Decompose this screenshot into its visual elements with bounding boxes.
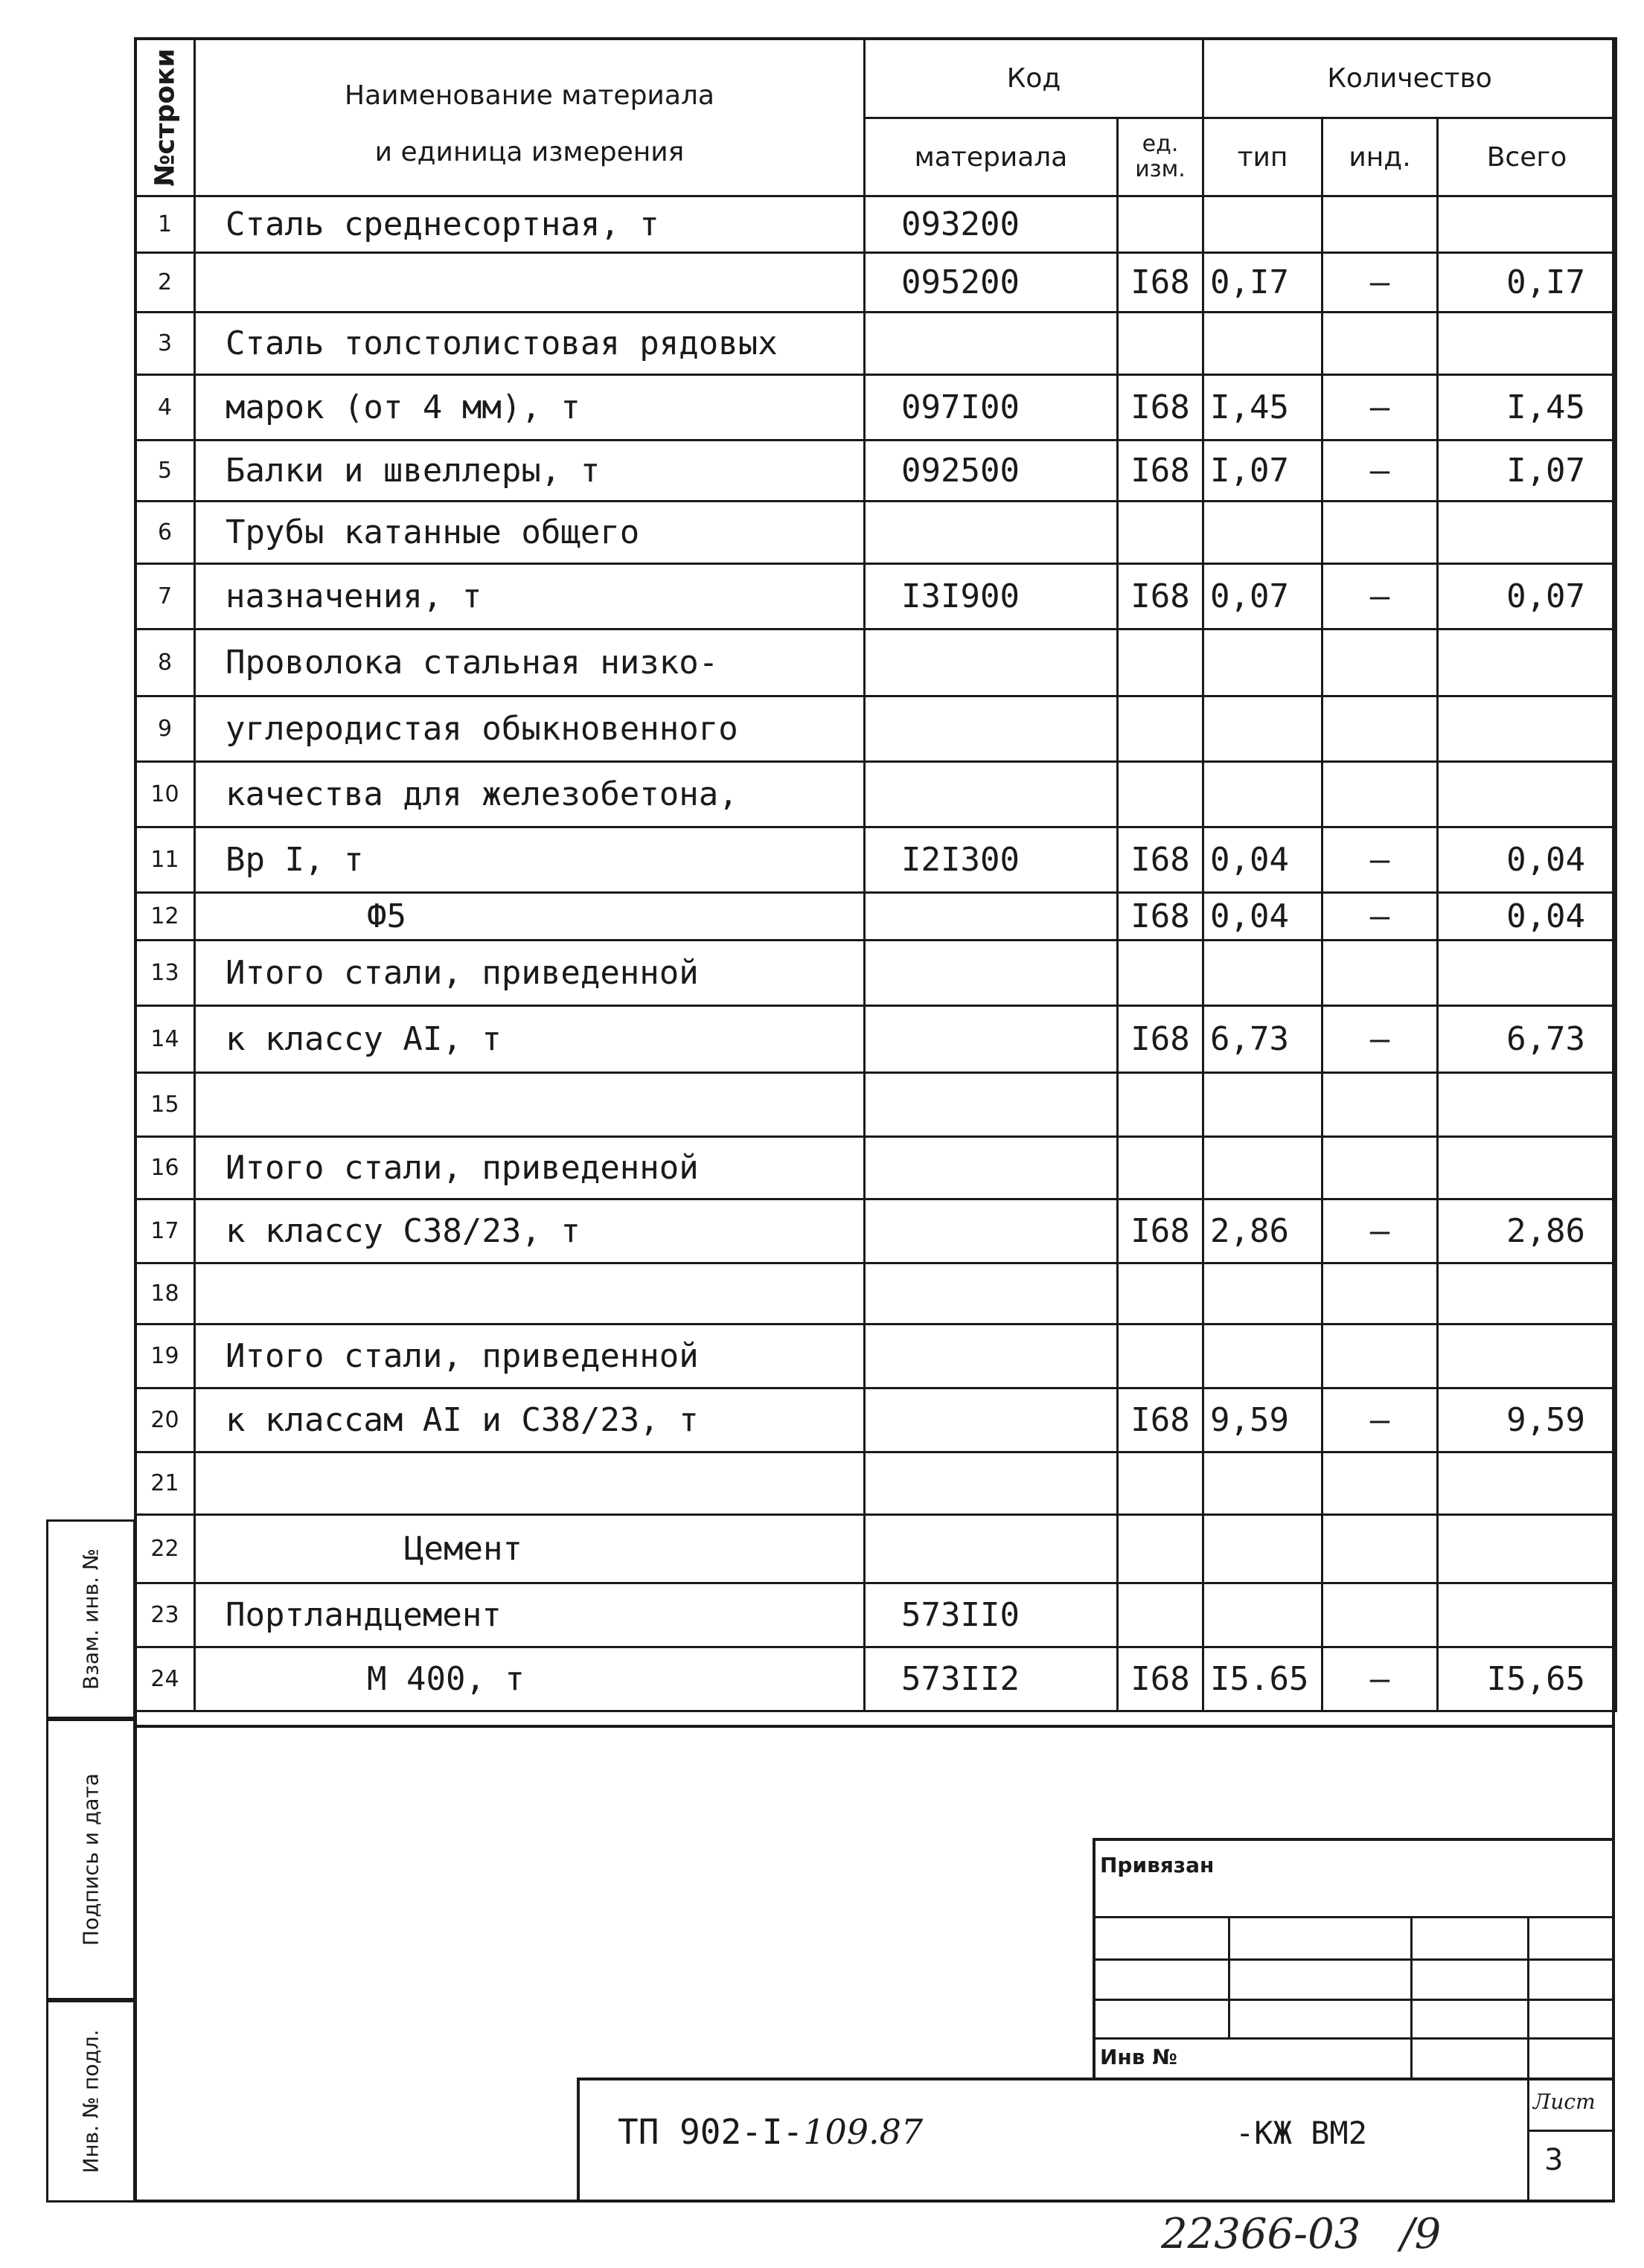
qty-total-value — [1438, 762, 1616, 827]
qty-total-value — [1438, 1073, 1616, 1137]
unit-code — [1118, 1137, 1203, 1199]
unit-code: I68 — [1118, 1647, 1203, 1711]
qty-total-value: 2,86 — [1438, 1199, 1616, 1263]
material-name: марок (от 4 мм), т — [195, 375, 865, 441]
material-code: 095200 — [865, 253, 1118, 313]
header-name-line2: и единица измерения — [374, 136, 685, 167]
side-vzam-inv-label: Взам. инв. № — [78, 1548, 103, 1691]
table-row — [135, 1263, 1616, 1324]
qty-total-value — [1438, 196, 1616, 253]
qty-type-value — [1203, 696, 1322, 762]
qty-ind-value — [1322, 502, 1438, 564]
qty-ind-value — [1322, 313, 1438, 375]
qty-type-value — [1203, 1515, 1322, 1583]
side-inv-podl-label: Инв. № подл. — [78, 2029, 103, 2174]
unit-code — [1118, 1452, 1203, 1515]
header-qty-type: тип — [1203, 118, 1322, 196]
qty-ind-value: – — [1322, 1388, 1438, 1452]
row-number: 16 — [135, 1137, 195, 1199]
unit-code: I68 — [1118, 253, 1203, 313]
qty-ind-value: – — [1322, 827, 1438, 893]
material-name: Ф5 — [195, 893, 865, 941]
row-number: 21 — [135, 1452, 195, 1515]
material-name — [195, 253, 865, 313]
material-code: I2I300 — [865, 827, 1118, 893]
unit-code — [1118, 502, 1203, 564]
qty-type-value: I5.65 — [1203, 1647, 1322, 1711]
material-name — [195, 1073, 865, 1137]
qty-ind-value — [1322, 696, 1438, 762]
material-code — [865, 1073, 1118, 1137]
footer-archive-number: 22366-03 /9 — [1161, 2210, 1442, 2258]
material-name: Итого стали, приведенной — [195, 1324, 865, 1388]
unit-code — [1118, 313, 1203, 375]
material-name: Цемент — [195, 1515, 865, 1583]
material-code — [865, 1006, 1118, 1073]
qty-total-value — [1438, 941, 1616, 1006]
table-row — [135, 1388, 1616, 1452]
table-row — [135, 564, 1616, 630]
unit-code — [1118, 630, 1203, 696]
material-code: 573II0 — [865, 1583, 1118, 1647]
row-number: 4 — [135, 375, 195, 441]
qty-total-value: 0,04 — [1438, 827, 1616, 893]
qty-ind-value: – — [1322, 1006, 1438, 1073]
qty-total-value: 6,73 — [1438, 1006, 1616, 1073]
qty-type-value — [1203, 762, 1322, 827]
table-row — [135, 375, 1616, 441]
table-row — [135, 941, 1616, 1006]
qty-total-value — [1438, 1583, 1616, 1647]
qty-ind-value — [1322, 941, 1438, 1006]
qty-ind-value — [1322, 630, 1438, 696]
material-name: Вр I, т — [195, 827, 865, 893]
qty-total-value — [1438, 696, 1616, 762]
header-code-material: материала — [865, 118, 1118, 196]
stamp-inv-no: Инв № — [1100, 2045, 1177, 2069]
row-number: 9 — [135, 696, 195, 762]
qty-ind-value: – — [1322, 441, 1438, 502]
qty-total-value — [1438, 1324, 1616, 1388]
qty-total-value — [1438, 630, 1616, 696]
stamp-sheet-number: 3 — [1544, 2143, 1564, 2177]
qty-total-value — [1438, 1515, 1616, 1583]
row-number: 5 — [135, 441, 195, 502]
row-number: 18 — [135, 1263, 195, 1324]
row-number: 19 — [135, 1324, 195, 1388]
qty-total-value — [1438, 1263, 1616, 1324]
qty-type-value — [1203, 1073, 1322, 1137]
unit-code: I68 — [1118, 893, 1203, 941]
qty-total-value — [1438, 313, 1616, 375]
material-code — [865, 1324, 1118, 1388]
material-name: качества для железобетона, — [195, 762, 865, 827]
row-number: 7 — [135, 564, 195, 630]
table-row — [135, 1452, 1616, 1515]
table-row — [135, 253, 1616, 313]
unit-code — [1118, 1515, 1203, 1583]
material-name: Балки и швеллеры, т — [195, 441, 865, 502]
qty-ind-value — [1322, 1452, 1438, 1515]
qty-ind-value — [1322, 1137, 1438, 1199]
header-qty-ind: инд. — [1322, 118, 1438, 196]
qty-total-value — [1438, 1137, 1616, 1199]
unit-code — [1118, 696, 1203, 762]
material-name: Проволока стальная низко- — [195, 630, 865, 696]
row-number: 11 — [135, 827, 195, 893]
material-code — [865, 1515, 1118, 1583]
qty-ind-value: – — [1322, 1199, 1438, 1263]
table-row — [135, 1073, 1616, 1137]
material-code — [865, 893, 1118, 941]
material-name: углеродистая обыкновенного — [195, 696, 865, 762]
row-number: 23 — [135, 1583, 195, 1647]
row-number: 2 — [135, 253, 195, 313]
table-row — [135, 1324, 1616, 1388]
qty-type-value — [1203, 502, 1322, 564]
qty-type-value: I,45 — [1203, 375, 1322, 441]
row-number: 8 — [135, 630, 195, 696]
side-vzam-inv — [46, 1519, 135, 1719]
stamp-sheet-label: Лист — [1533, 2089, 1596, 2114]
qty-total-value: 9,59 — [1438, 1388, 1616, 1452]
header-qty-total: Всего — [1438, 118, 1616, 196]
materials-table — [134, 37, 1617, 1712]
material-code — [865, 1388, 1118, 1452]
qty-ind-value — [1322, 1263, 1438, 1324]
row-number: 20 — [135, 1388, 195, 1452]
qty-ind-value — [1322, 762, 1438, 827]
unit-code — [1118, 1073, 1203, 1137]
header-code-group: Код — [865, 39, 1203, 118]
material-name: Портландцемент — [195, 1583, 865, 1647]
material-name: Сталь толстолистовая рядовых — [195, 313, 865, 375]
qty-ind-value: – — [1322, 564, 1438, 630]
qty-type-value — [1203, 630, 1322, 696]
material-code: 097I00 — [865, 375, 1118, 441]
unit-code — [1118, 1583, 1203, 1647]
qty-type-value — [1203, 1263, 1322, 1324]
unit-code — [1118, 941, 1203, 1006]
qty-type-value: 6,73 — [1203, 1006, 1322, 1073]
stamp-doc-code: ТП 902-I- — [618, 2112, 804, 2152]
row-number: 14 — [135, 1006, 195, 1073]
qty-ind-value: – — [1322, 253, 1438, 313]
table-row — [135, 827, 1616, 893]
qty-total-value: 0,04 — [1438, 893, 1616, 941]
stamp-doc-designation — [618, 2112, 923, 2152]
table-row — [135, 441, 1616, 502]
header-material-name — [195, 39, 865, 196]
qty-type-value — [1203, 1452, 1322, 1515]
qty-ind-value — [1322, 196, 1438, 253]
unit-code — [1118, 762, 1203, 827]
qty-ind-value: – — [1322, 375, 1438, 441]
side-podpis-data — [46, 1719, 135, 2000]
material-name: Сталь среднесортная, т — [195, 196, 865, 253]
table-row — [135, 502, 1616, 564]
material-code — [865, 696, 1118, 762]
material-name: назначения, т — [195, 564, 865, 630]
row-number: 10 — [135, 762, 195, 827]
header-quantity-group: Количество — [1203, 39, 1616, 118]
qty-ind-value — [1322, 1073, 1438, 1137]
material-code — [865, 630, 1118, 696]
material-code — [865, 1199, 1118, 1263]
row-number: 24 — [135, 1647, 195, 1711]
table-row — [135, 1583, 1616, 1647]
side-inv-podl — [46, 2000, 135, 2203]
qty-total-value — [1438, 1452, 1616, 1515]
table-row — [135, 762, 1616, 827]
material-code: 092500 — [865, 441, 1118, 502]
qty-type-value: 0,I7 — [1203, 253, 1322, 313]
unit-code: I68 — [1118, 375, 1203, 441]
header-unit-line2: изм. — [1135, 156, 1186, 182]
row-number: 15 — [135, 1073, 195, 1137]
stamp-doc-suffix: -КЖ ВМ2 — [1235, 2115, 1368, 2151]
material-code — [865, 502, 1118, 564]
unit-code — [1118, 196, 1203, 253]
material-name: Итого стали, приведенной — [195, 941, 865, 1006]
qty-type-value — [1203, 313, 1322, 375]
qty-type-value — [1203, 1583, 1322, 1647]
row-number: 3 — [135, 313, 195, 375]
material-code — [865, 762, 1118, 827]
table-row — [135, 696, 1616, 762]
qty-type-value — [1203, 1324, 1322, 1388]
header-unit — [1118, 118, 1203, 196]
unit-code — [1118, 1263, 1203, 1324]
unit-code: I68 — [1118, 564, 1203, 630]
unit-code — [1118, 1324, 1203, 1388]
material-code: 573II2 — [865, 1647, 1118, 1711]
side-podpis-data-label: Подпись и дата — [78, 1773, 103, 1946]
table-row — [135, 893, 1616, 941]
header-row-number: №строки — [135, 39, 195, 196]
material-name — [195, 1263, 865, 1324]
table-row — [135, 1137, 1616, 1199]
qty-type-value: 0,04 — [1203, 893, 1322, 941]
qty-ind-value — [1322, 1324, 1438, 1388]
table-row — [135, 1199, 1616, 1263]
unit-code: I68 — [1118, 441, 1203, 502]
qty-type-value: 2,86 — [1203, 1199, 1322, 1263]
material-name: к классам AI и С38/23, т — [195, 1388, 865, 1452]
qty-total-value: 0,I7 — [1438, 253, 1616, 313]
qty-ind-value: – — [1322, 893, 1438, 941]
qty-type-value: 9,59 — [1203, 1388, 1322, 1452]
qty-ind-value — [1322, 1515, 1438, 1583]
material-name: М 400, т — [195, 1647, 865, 1711]
row-number: 13 — [135, 941, 195, 1006]
qty-ind-value: – — [1322, 1647, 1438, 1711]
unit-code: I68 — [1118, 1199, 1203, 1263]
row-number: 22 — [135, 1515, 195, 1583]
material-code — [865, 313, 1118, 375]
material-name: Трубы катанные общего — [195, 502, 865, 564]
qty-total-value — [1438, 502, 1616, 564]
qty-type-value: 0,04 — [1203, 827, 1322, 893]
qty-type-value — [1203, 941, 1322, 1006]
material-name: к классу AI, т — [195, 1006, 865, 1073]
unit-code: I68 — [1118, 827, 1203, 893]
table-row — [135, 630, 1616, 696]
header-name-line1: Наименование материала — [345, 80, 714, 111]
row-number: 17 — [135, 1199, 195, 1263]
material-code — [865, 1452, 1118, 1515]
table-row — [135, 1006, 1616, 1073]
qty-ind-value — [1322, 1583, 1438, 1647]
qty-type-value: 0,07 — [1203, 564, 1322, 630]
table-row — [135, 1647, 1616, 1711]
unit-code: I68 — [1118, 1388, 1203, 1452]
bottom-section-line — [134, 1725, 1615, 1728]
qty-type-value — [1203, 196, 1322, 253]
material-code — [865, 941, 1118, 1006]
row-number: 1 — [135, 196, 195, 253]
qty-total-value: I5,65 — [1438, 1647, 1616, 1711]
header-unit-line1: ед. — [1142, 131, 1179, 157]
qty-total-value: 0,07 — [1438, 564, 1616, 630]
row-number: 6 — [135, 502, 195, 564]
qty-type-value — [1203, 1137, 1322, 1199]
stamp-doc-code-handwritten: 109.87 — [803, 2112, 924, 2152]
qty-total-value: I,07 — [1438, 441, 1616, 502]
stamp-privyazan: Привязан — [1100, 1853, 1215, 1877]
qty-type-value: I,07 — [1203, 441, 1322, 502]
table-row — [135, 313, 1616, 375]
material-code — [865, 1263, 1118, 1324]
material-code — [865, 1137, 1118, 1199]
material-name: к классу С38/23, т — [195, 1199, 865, 1263]
unit-code: I68 — [1118, 1006, 1203, 1073]
material-name — [195, 1452, 865, 1515]
materials-table-body — [135, 196, 1616, 1711]
material-code: 093200 — [865, 196, 1118, 253]
table-row — [135, 1515, 1616, 1583]
qty-total-value: I,45 — [1438, 375, 1616, 441]
table-row — [135, 196, 1616, 253]
material-name: Итого стали, приведенной — [195, 1137, 865, 1199]
row-number: 12 — [135, 893, 195, 941]
material-code: I3I900 — [865, 564, 1118, 630]
